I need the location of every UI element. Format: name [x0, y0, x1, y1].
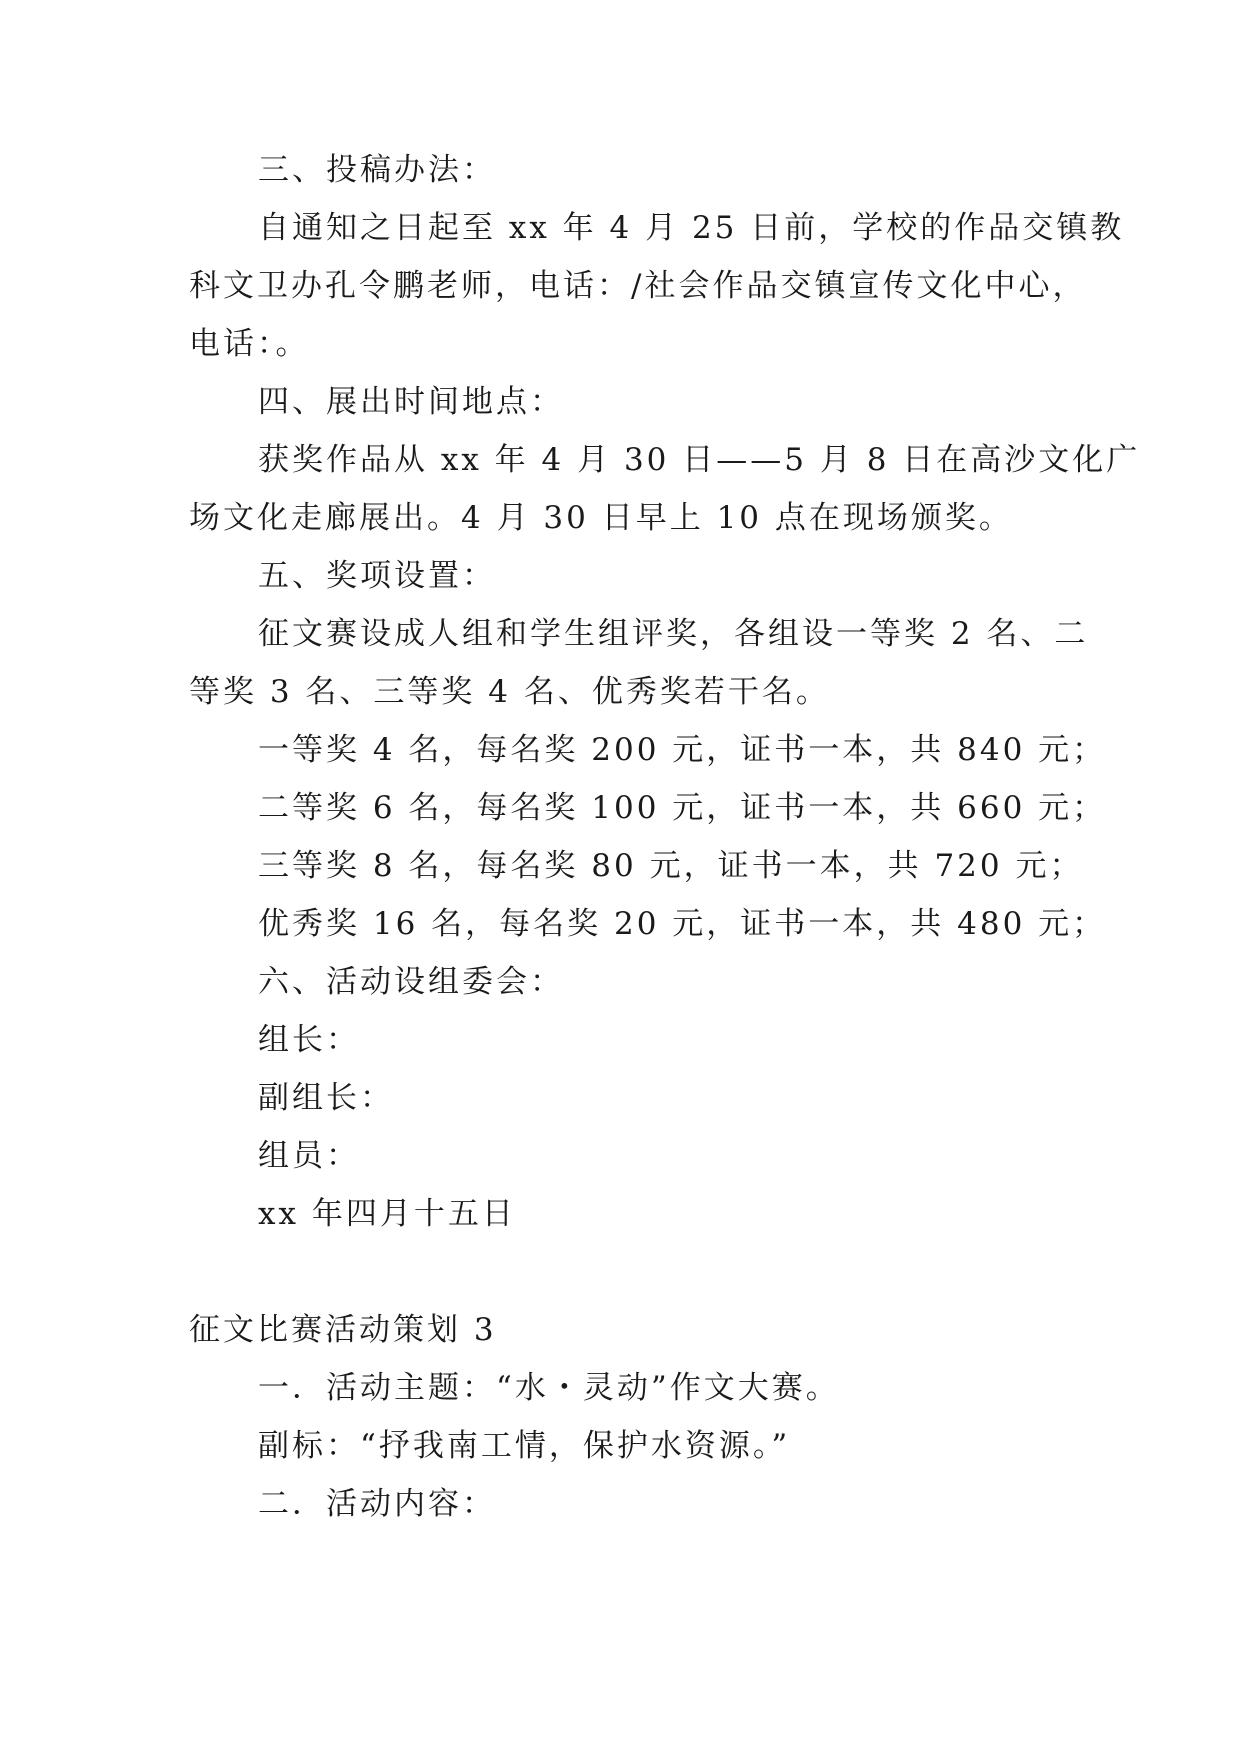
- paragraph-line: 电话：。: [189, 326, 310, 362]
- section-heading-submission: 三、投稿办法：: [258, 152, 496, 188]
- award-third-prize: 三等奖 8 名，每名奖 80 元，证书一本，共 720 元；: [258, 848, 1084, 884]
- section-heading-awards: 五、奖项设置：: [258, 558, 496, 594]
- award-first-prize: 一等奖 4 名，每名奖 200 元，证书一本，共 840 元；: [258, 732, 1107, 768]
- paragraph-line: 获奖作品从 xx 年 4 月 30 日——5 月 8 日在高沙文化广: [258, 442, 1141, 478]
- document-title: 征文比赛活动策划 3: [189, 1312, 497, 1348]
- committee-leader: 组长：: [258, 1022, 360, 1058]
- award-excellence-prize: 优秀奖 16 名，每名奖 20 元，证书一本，共 480 元；: [258, 906, 1107, 942]
- paragraph-line: 科文卫办孔令鹏老师，电话：/社会作品交镇宣传文化中心，: [189, 268, 1087, 304]
- section-heading-theme: 一．活动主题：“水・灵动”作文大赛。: [258, 1370, 840, 1406]
- subtitle-line: 副标：“抒我南工情，保护水资源。”: [258, 1428, 791, 1464]
- document-date: xx 年四月十五日: [258, 1196, 516, 1232]
- award-second-prize: 二等奖 6 名，每名奖 100 元，证书一本，共 660 元；: [258, 790, 1107, 826]
- paragraph-line: 等奖 3 名、三等奖 4 名、优秀奖若干名。: [189, 674, 830, 710]
- paragraph-line: 自通知之日起至 xx 年 4 月 25 日前，学校的作品交镇教: [258, 210, 1125, 246]
- section-heading-content: 二．活动内容：: [258, 1486, 496, 1522]
- paragraph-line: 场文化走廊展出。4 月 30 日早上 10 点在现场颁奖。: [189, 500, 1013, 536]
- section-heading-committee: 六、活动设组委会：: [258, 964, 564, 1000]
- committee-deputy-leader: 副组长：: [258, 1080, 394, 1116]
- committee-members: 组员：: [258, 1138, 360, 1174]
- section-heading-exhibition: 四、展出时间地点：: [258, 384, 564, 420]
- paragraph-line: 征文赛设成人组和学生组评奖，各组设一等奖 2 名、二: [258, 616, 1089, 652]
